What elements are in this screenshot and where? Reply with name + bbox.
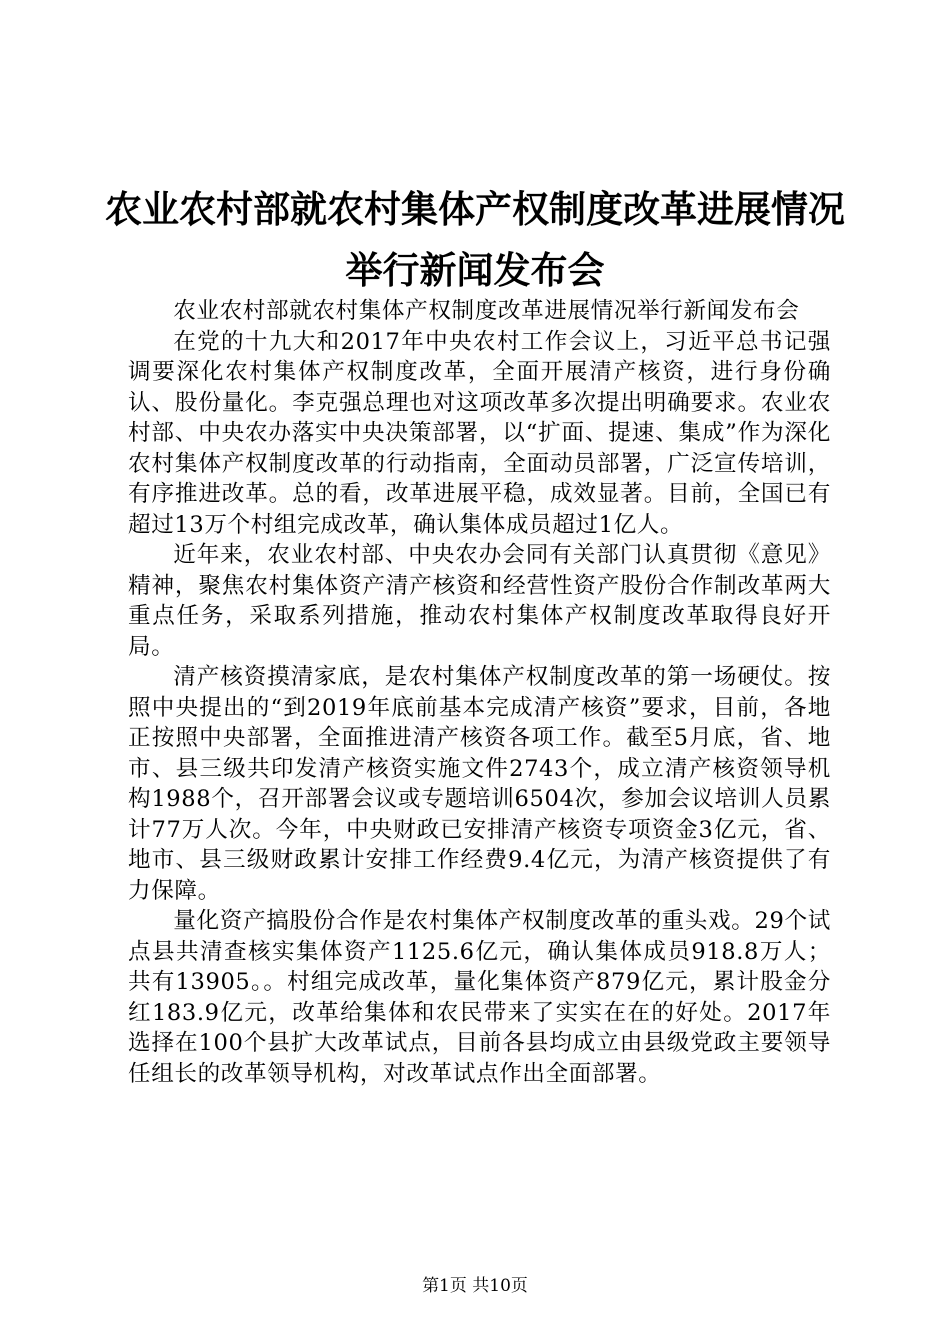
paragraph-subtitle: 农业农村部就农村集体产权制度改革进展情况举行新闻发布会 <box>173 298 800 324</box>
document-title-line-2: 举行新闻发布会 <box>345 248 605 292</box>
paragraph: 量化资产搞股份合作是农村集体产权制度改革的重头戏。29个试点县共清查核实集体资产1125.6亿元，确认集体成员918.8万人；共有13905。。村组完成改革，量化集体资产879亿元，累计股金分红183.9亿元，改革给集体和农民带来了实实在在的好处。2017年选择在100个县扩大改革试点，目前各县均成立由县级党政主要领导任组长的改革领导机构，对改革试点作出全面部署。 <box>128 908 831 1087</box>
page-number-footer: 第1页 共10页 <box>422 1276 528 1296</box>
document-body <box>128 296 831 1089</box>
paragraph: 近年来，农业农村部、中央农办会同有关部门认真贯彻《意见》精神，聚焦农村集体资产清产核资和经营性资产股份合作制改革两大重点任务，采取系列措施，推动农村集体产权制度改革取得良好开局。 <box>128 542 831 660</box>
document-title-line-1: 农业农村部就农村集体产权制度改革进展情况 <box>105 187 845 231</box>
paragraph: 清产核资摸清家底，是农村集体产权制度改革的第一场硬仗。按照中央提出的“到2019年底前基本完成清产核资”要求，目前，各地正按照中央部署，全面推进清产核资各项工作。截至5月底，省、地市、县三级共印发清产核资实施文件2743个，成立清产核资领导机构1988个，召开部署会议或专题培训6504次，参加会议培训人员累计77万人次。今年，中央财政已安排清产核资专项资金3亿元，省、地市、县三级财政累计安排工作经费9.4亿元，为清产核资提供了有力保障。 <box>128 664 831 904</box>
paragraph: 在党的十九大和2017年中央农村工作会议上，习近平总书记强调要深化农村集体产权制度改革，全面开展清产核资，进行身份确认、股份量化。李克强总理也对这项改革多次提出明确要求。农业农村部、中央农办落实中央决策部署，以“扩面、提速、集成”作为深化农村集体产权制度改革的行动指南，全面动员部署，广泛宣传培训，有序推进改革。总的看，改革进展平稳，成效显著。目前，全国已有超过13万个村组完成改革，确认集体成员超过1亿人。 <box>128 328 831 538</box>
